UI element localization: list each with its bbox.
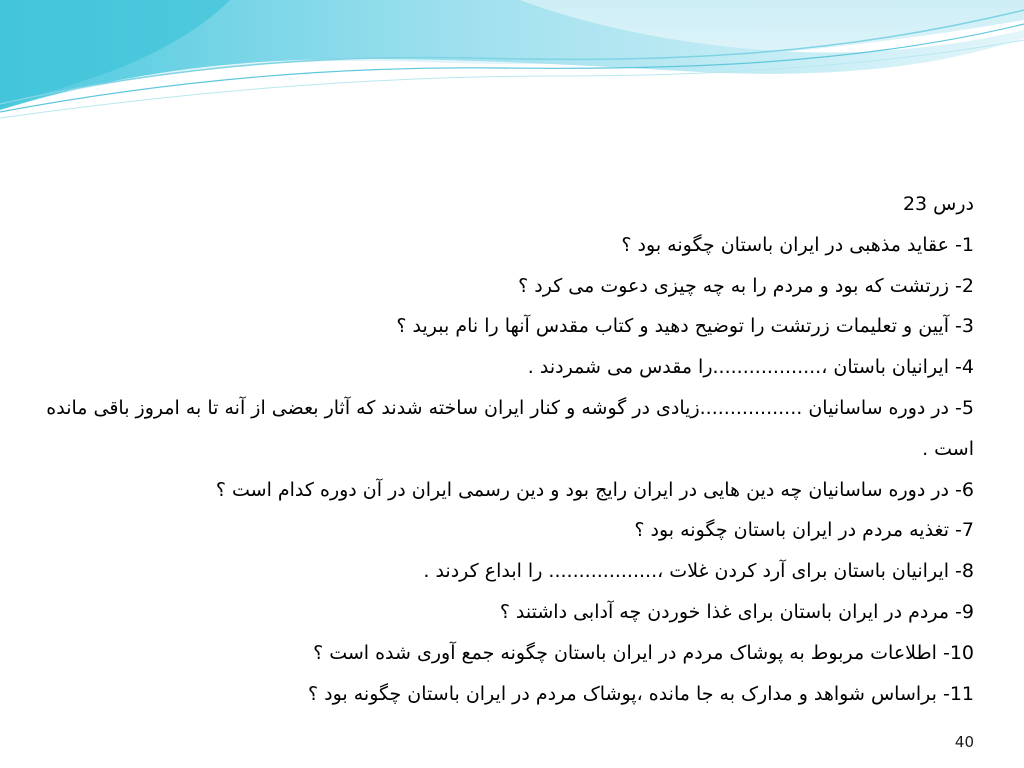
question-item: 5- در دوره ساسانیان .................زیادی در گوشه و کنار ایران ساخته شدند که آثار بعضی از آنه تا به امروز باقی مانده است . — [46, 396, 974, 460]
question-item: 6- در دوره ساسانیان چه دین هایی در ایران رایج بود و دین رسمی ایران در آن دوره کدام است ؟ — [215, 478, 974, 501]
slide-page-number: 40 — [954, 733, 974, 751]
question-item: 9- مردم در ایران باستان برای غذا خوردن چه آدابی داشتند ؟ — [499, 600, 974, 623]
question-item: 10- اطلاعات مربوط به پوشاک مردم در ایران باستان چگونه جمع آوری شده است ؟ — [313, 641, 974, 664]
decorative-wave-header — [0, 0, 1024, 130]
question-item: 2- زرتشت که بود و مردم را به چه چیزی دعوت می کرد ؟ — [518, 274, 974, 297]
question-item: 7- تغذیه مردم در ایران باستان چگونه بود ؟ — [634, 519, 974, 542]
question-item: 3- آیین و تعلیمات زرتشت را توضیح دهید و کتاب مقدس آنها را نام ببرید ؟ — [396, 315, 974, 338]
question-item: 1- عقاید مذهبی در ایران باستان چگونه بود ؟ — [621, 233, 974, 256]
lesson-heading: درس 23 — [902, 193, 974, 215]
question-item: 8- ایرانیان باستان برای آرد کردن غلات ،.................. را ابداع کردند . — [423, 560, 974, 583]
slide-content — [30, 184, 974, 714]
question-item: 11- براساس شواهد و مدارک به جا مانده ،پوشاک مردم در ایران باستان چگونه بود ؟ — [308, 682, 974, 705]
question-item: 4- ایرانیان باستان ،..................را مقدس می شمردند . — [527, 356, 974, 379]
